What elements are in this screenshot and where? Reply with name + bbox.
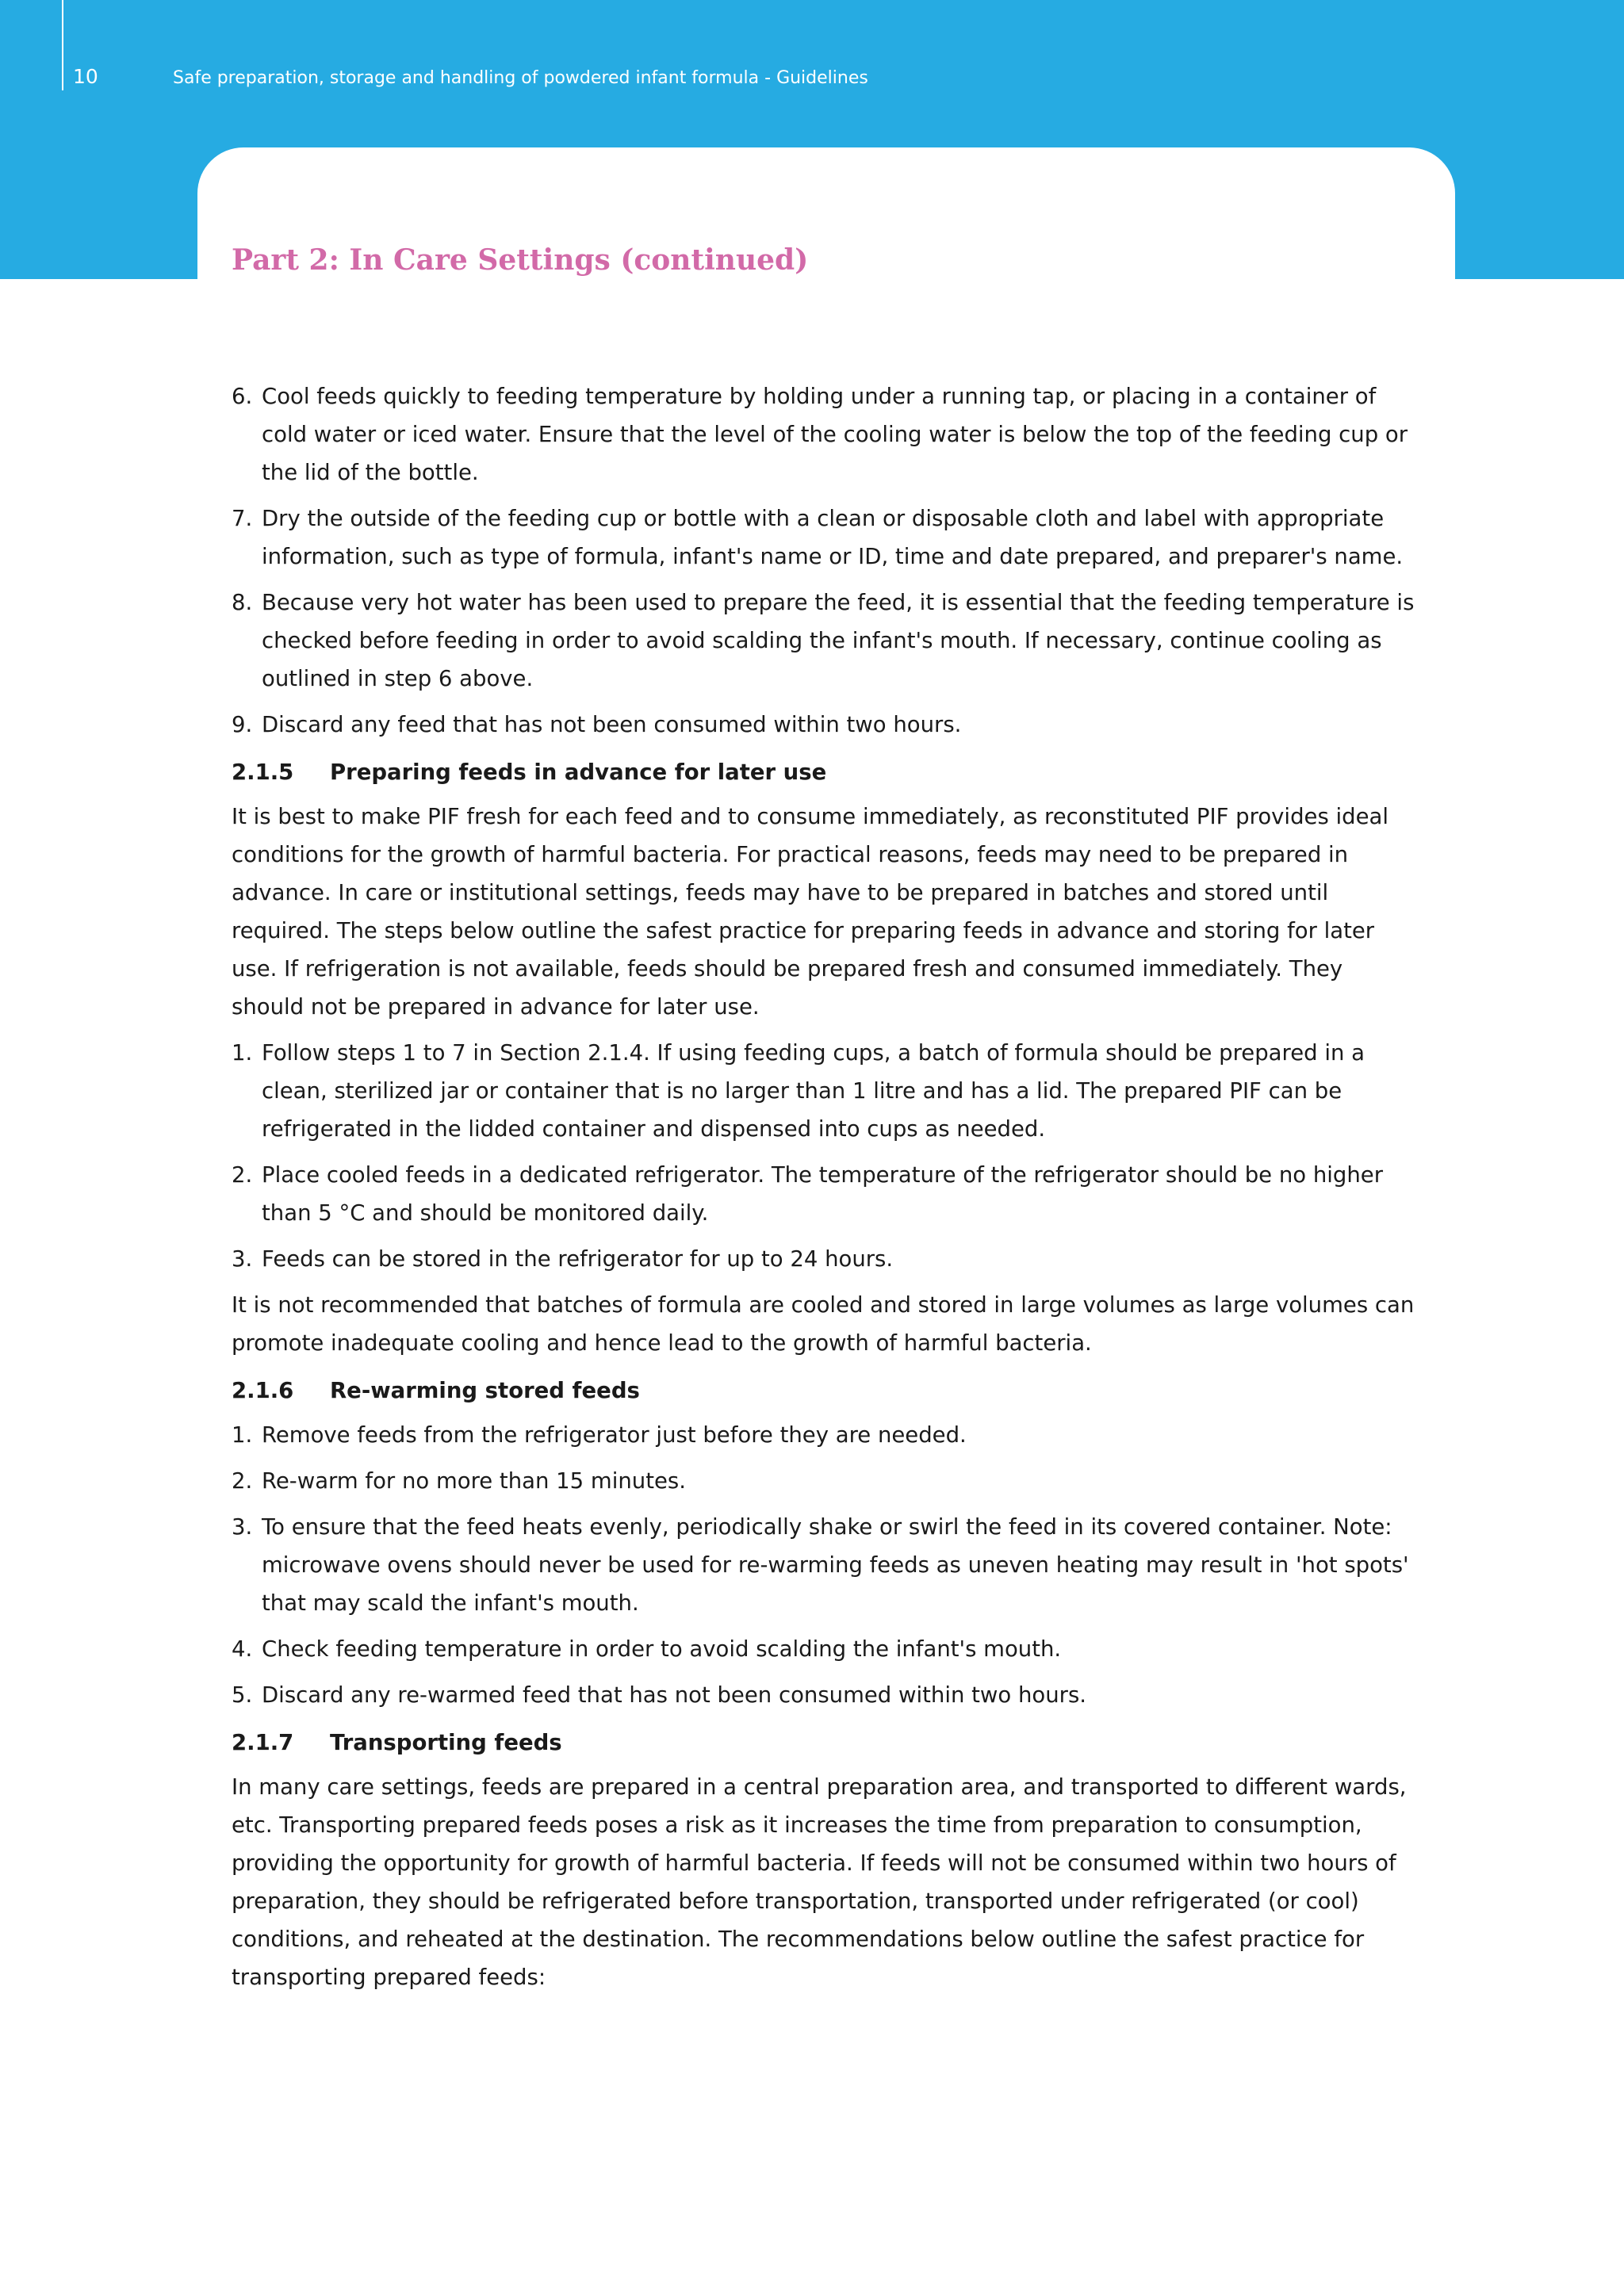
section-title: Re-warming stored feeds (330, 1378, 640, 1403)
list-item (232, 1034, 1416, 1148)
list-item-number: 7. (232, 506, 253, 531)
steps-list-2-1-5 (232, 1034, 1416, 1278)
section-intro: In many care settings, feeds are prepared in a central preparation area, and transported to different wards, etc. Transporting prepared feeds poses a risk as it increases the time from preparation to consumption, providing the opportunity for growth of harmful bacteria. If feeds will not be consumed within two hours of preparation, they should be refrigerated before transportation, transported under refrigerated (or cool) conditions, and reheated at the destination. The recommendations below outline the safest practice for transporting prepared feeds: (232, 1774, 1407, 1990)
list-item-number: 6. (232, 384, 253, 409)
list-item-number: 2. (232, 1162, 253, 1188)
steps-list-continued (232, 377, 1416, 744)
list-item (232, 1416, 1416, 1454)
section-heading-2-1-6 (232, 1372, 1416, 1410)
list-item-text: Place cooled feeds in a dedicated refrigerator. The temperature of the refrigerator should be no higher than 5 °C and should be monitored daily. (262, 1162, 1384, 1226)
document-body (232, 377, 1416, 2004)
list-item-number: 4. (232, 1636, 253, 1662)
section-heading-2-1-7 (232, 1724, 1416, 1762)
list-item (232, 1156, 1416, 1232)
list-item-number: 2. (232, 1468, 253, 1494)
list-item-text: Dry the outside of the feeding cup or bottle with a clean or disposable cloth and label with appropriate information, such as type of formula, infant's name or ID, time and date prepared, and preparer's name. (262, 506, 1404, 569)
list-item (232, 1508, 1416, 1622)
steps-list-2-1-6 (232, 1416, 1416, 1714)
list-item (232, 377, 1416, 492)
list-item-text: Remove feeds from the refrigerator just before they are needed. (262, 1422, 967, 1448)
list-item-text: Discard any feed that has not been consumed within two hours. (262, 712, 962, 737)
list-item-text: Discard any re-warmed feed that has not been consumed within two hours. (262, 1682, 1087, 1708)
section-intro: It is best to make PIF fresh for each feed and to consume immediately, as reconstituted PIF provides ideal conditions for the growth of harmful bacteria. For practical reasons, feeds may need to be prepared in advance. In care or institutional settings, feeds may have to be prepared in batches and stored until required. The steps below outline the safest practice for preparing feeds in advance and storing for later use. If refrigeration is not available, feeds should be prepared fresh and consumed immediately. They should not be prepared in advance for later use. (232, 804, 1389, 1020)
list-item-number: 3. (232, 1246, 253, 1272)
list-item-number: 8. (232, 590, 253, 615)
list-item-number: 1. (232, 1040, 253, 1066)
section-number: 2.1.5 (232, 760, 294, 785)
page-number: 10 (73, 65, 98, 88)
list-item-number: 1. (232, 1422, 253, 1448)
list-item (232, 1630, 1416, 1668)
section-title: Transporting feeds (330, 1730, 562, 1755)
list-item (232, 584, 1416, 698)
section-title: Preparing feeds in advance for later use (330, 760, 827, 785)
list-item (232, 1240, 1416, 1278)
list-item-number: 3. (232, 1514, 253, 1540)
list-item-text: Re-warm for no more than 15 minutes. (262, 1468, 686, 1494)
list-item-number: 5. (232, 1682, 253, 1708)
section-number: 2.1.6 (232, 1378, 294, 1403)
section-note: It is not recommended that batches of formula are cooled and stored in large volumes as large volumes can promote inadequate cooling and hence lead to the growth of harmful bacteria. (232, 1292, 1415, 1356)
section-heading-2-1-5 (232, 753, 1416, 791)
list-item-number: 9. (232, 712, 253, 737)
list-item-text: To ensure that the feed heats evenly, periodically shake or swirl the feed in its covered container. Note: microwave ovens should never be used for re-warming feeds as uneven heating may result in 'hot spots' that may scald the infant's mouth. (262, 1514, 1409, 1616)
running-title: Safe preparation, storage and handling of powdered infant formula - Guidelines (173, 68, 868, 88)
part-title: Part 2: In Care Settings (continued) (232, 243, 809, 277)
list-item (232, 1676, 1416, 1714)
section-number: 2.1.7 (232, 1730, 294, 1755)
header-divider (62, 0, 63, 90)
list-item (232, 499, 1416, 576)
list-item-text: Because very hot water has been used to prepare the feed, it is essential that the feeding temperature is checked before feeding in order to avoid scalding the infant's mouth. If necessary, continue cooling as outlined in step 6 above. (262, 590, 1415, 691)
list-item-text: Feeds can be stored in the refrigerator for up to 24 hours. (262, 1246, 894, 1272)
list-item-text: Cool feeds quickly to feeding temperature by holding under a running tap, or placing in a container of cold water or iced water. Ensure that the level of the cooling water is below the top of the feeding cup or the lid of the bottle. (262, 384, 1408, 485)
list-item-text: Follow steps 1 to 7 in Section 2.1.4. If using feeding cups, a batch of formula should be prepared in a clean, sterilized jar or container that is no larger than 1 litre and has a lid. The prepared PIF can be refrigerated in the lidded container and dispensed into cups as needed. (262, 1040, 1365, 1142)
list-item-text: Check feeding temperature in order to avoid scalding the infant's mouth. (262, 1636, 1062, 1662)
list-item (232, 1462, 1416, 1500)
list-item (232, 706, 1416, 744)
